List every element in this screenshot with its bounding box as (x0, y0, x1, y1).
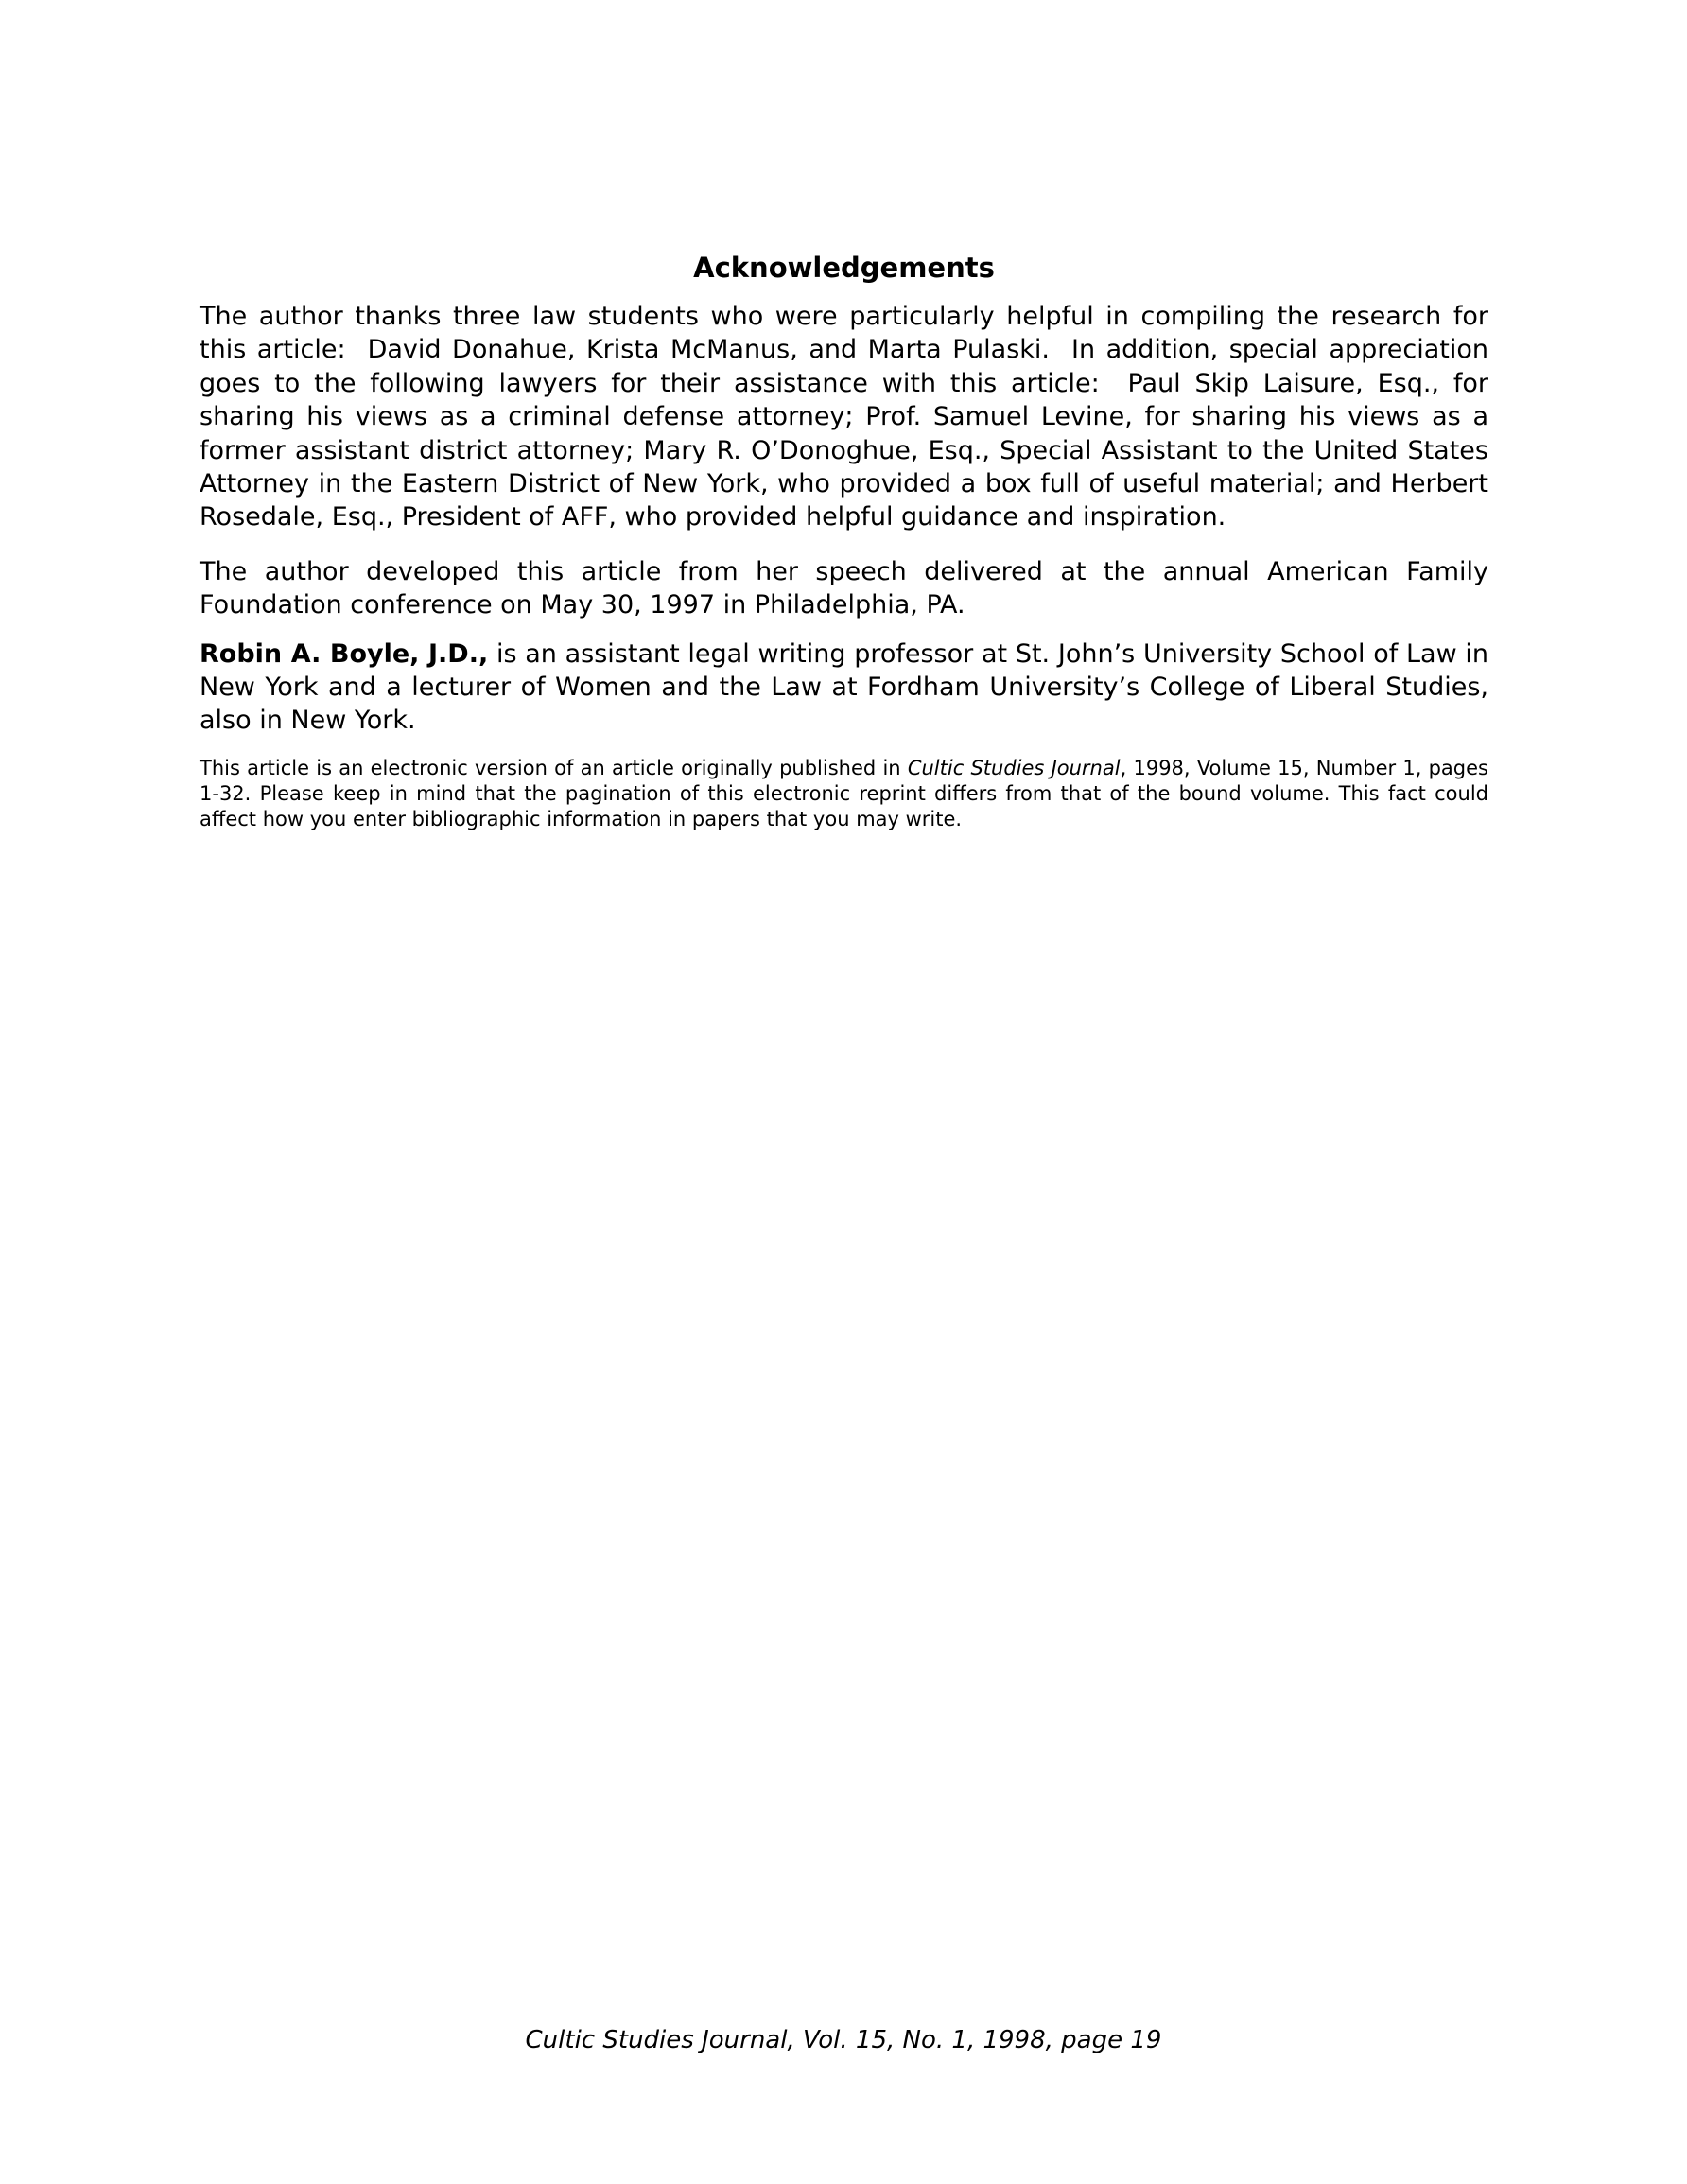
author-bio-text: is an assistant legal writing professor at St. John’s University School of Law in New York and a lecturer of Women and the Law at Fordham University’s College of Liberal Studies, also in New York. (200, 638, 1497, 736)
paragraph-acknowledgements: The author thanks three law students who were particularly helpful in compiling the research for this article: David Donahue, Krista McManus, and Marta Pulaski. In addition, special appreciation goes to the following lawyers for their assistance with this article: Paul Skip Laisure, Esq., for sharing his views as a criminal defense attorney; Prof. Samuel Levine, for sharing his views as a former assistant district attorney; Mary R. O’Donoghue, Esq., Special Assistant to the United States Attorney in the Eastern District of New York, who provided a box full of useful material; and Herbert Rosedale, Esq., President of AFF, who provided helpful guidance and inspiration. (200, 302, 1497, 533)
page-footer-citation: Cultic Studies Journal, Vol. 15, No. 1, 1998, page 19 (525, 2026, 1162, 2054)
author-name-bold: Robin A. Boyle, J.D., (200, 638, 489, 669)
paragraph-reprint-notice (200, 756, 1495, 832)
reprint-notice-lead: This article is an electronic version of an article originally published in (200, 756, 908, 779)
paragraph-speech-origin: The author developed this article from her speech delivered at the annual American Family Foundation conference on May 30, 1997 in Philadelphia, PA. (200, 556, 1497, 620)
paragraph-author-bio (200, 638, 1497, 738)
reprint-notice-rest: , 1998, Volume 15, Number 1, pages 1-32. Please keep in mind that the pagination of this electronic reprint differs from that of the bound volume. This fact could affect how you enter bibliographic information in papers that you may write. (200, 756, 1495, 830)
page-title: Acknowledgements (693, 252, 995, 284)
text-column (200, 250, 1497, 832)
journal-title-italic: Cultic Studies Journal (907, 756, 1121, 779)
